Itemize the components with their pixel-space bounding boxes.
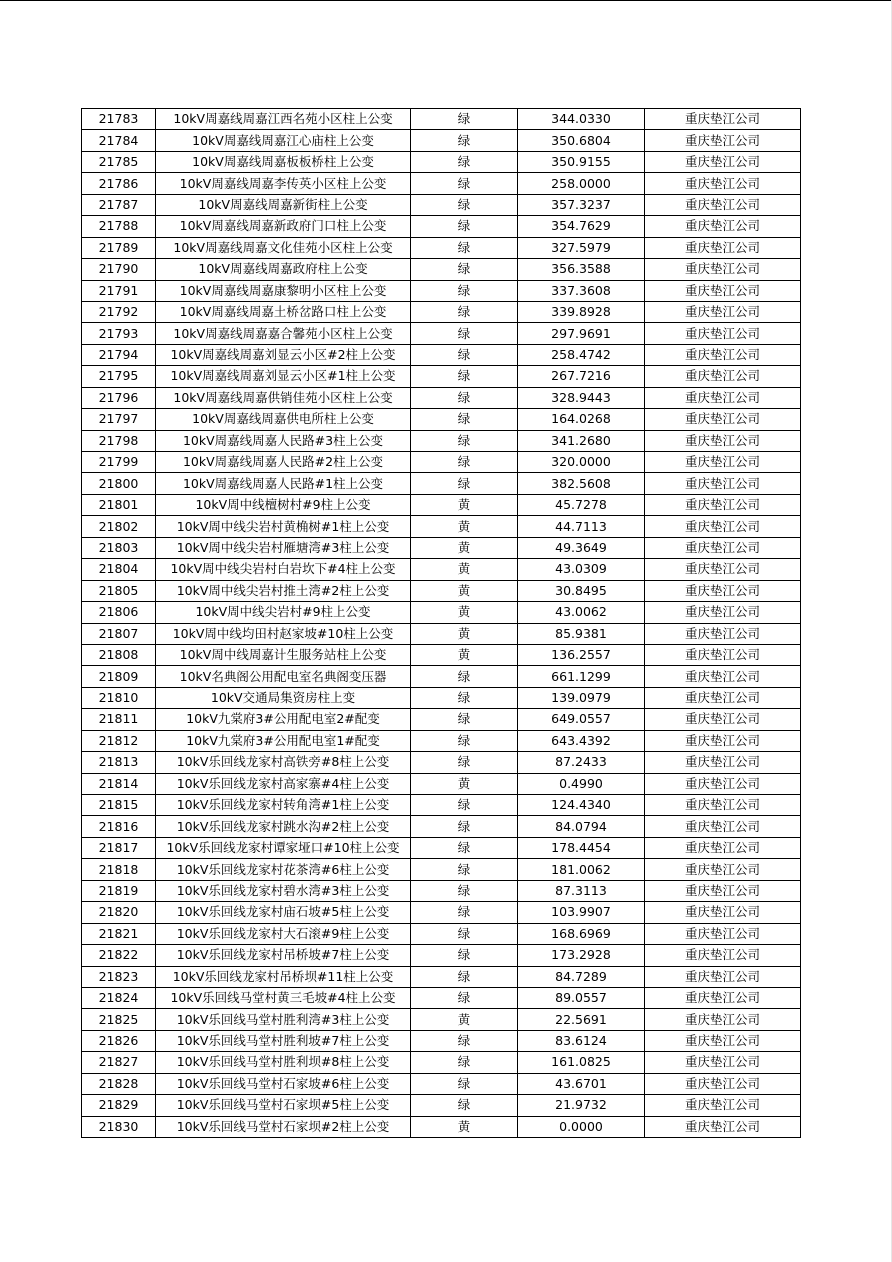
cell-color: 绿 [411,752,518,773]
table-row [82,795,801,816]
table-row [82,837,801,858]
cell-id: 21801 [82,494,156,515]
cell-name: 10kV乐回线龙家村花茶湾#6柱上公变 [156,859,411,880]
cell-name: 10kV周嘉线周嘉人民路#3柱上公变 [156,430,411,451]
cell-name: 10kV乐回线龙家村谭家垭口#10柱上公变 [156,837,411,858]
table-row [82,109,801,130]
cell-company: 重庆垫江公司 [645,1095,801,1116]
cell-company: 重庆垫江公司 [645,194,801,215]
cell-value: 328.9443 [518,387,645,408]
cell-company: 重庆垫江公司 [645,709,801,730]
table-row [82,902,801,923]
cell-company: 重庆垫江公司 [645,537,801,558]
table-row [82,752,801,773]
cell-id: 21826 [82,1030,156,1051]
cell-value: 258.4742 [518,344,645,365]
cell-value: 89.0557 [518,987,645,1008]
cell-color: 绿 [411,366,518,387]
cell-id: 21807 [82,623,156,644]
cell-company: 重庆垫江公司 [645,687,801,708]
cell-name: 10kV乐回线龙家村转角湾#1柱上公变 [156,795,411,816]
cell-id: 21792 [82,301,156,322]
cell-id: 21808 [82,644,156,665]
cell-value: 350.9155 [518,151,645,172]
table-row [82,537,801,558]
cell-name: 10kV周嘉线周嘉新政府门口柱上公变 [156,216,411,237]
cell-id: 21818 [82,859,156,880]
cell-name: 10kV乐回线马堂村石家坡#6柱上公变 [156,1073,411,1094]
cell-company: 重庆垫江公司 [645,795,801,816]
cell-name: 10kV周嘉线周嘉嘉合馨苑小区柱上公变 [156,323,411,344]
cell-name: 10kV周中线均田村赵家坡#10柱上公变 [156,623,411,644]
cell-name: 10kV乐回线马堂村黄三毛坡#4柱上公变 [156,987,411,1008]
cell-company: 重庆垫江公司 [645,773,801,794]
table-row [82,516,801,537]
cell-value: 649.0557 [518,709,645,730]
cell-company: 重庆垫江公司 [645,409,801,430]
cell-id: 21795 [82,366,156,387]
cell-name: 10kV乐回线马堂村胜利湾#3柱上公变 [156,1009,411,1030]
cell-name: 10kV周嘉线周嘉康黎明小区柱上公变 [156,280,411,301]
table-row [82,880,801,901]
table-row [82,494,801,515]
table-row [82,194,801,215]
cell-value: 49.3649 [518,537,645,558]
cell-company: 重庆垫江公司 [645,730,801,751]
cell-value: 139.0979 [518,687,645,708]
cell-color: 黄 [411,623,518,644]
table-row [82,387,801,408]
table-row [82,473,801,494]
cell-company: 重庆垫江公司 [645,644,801,665]
cell-color: 绿 [411,194,518,215]
cell-id: 21821 [82,923,156,944]
cell-color: 绿 [411,280,518,301]
cell-name: 10kV乐回线马堂村石家坝#2柱上公变 [156,1116,411,1137]
cell-value: 339.8928 [518,301,645,322]
cell-company: 重庆垫江公司 [645,216,801,237]
table-body [82,109,801,1138]
cell-id: 21785 [82,151,156,172]
cell-value: 22.5691 [518,1009,645,1030]
cell-id: 21793 [82,323,156,344]
cell-id: 21817 [82,837,156,858]
cell-company: 重庆垫江公司 [645,344,801,365]
cell-color: 绿 [411,173,518,194]
cell-id: 21824 [82,987,156,1008]
cell-value: 0.0000 [518,1116,645,1137]
cell-value: 83.6124 [518,1030,645,1051]
cell-company: 重庆垫江公司 [645,516,801,537]
cell-company: 重庆垫江公司 [645,902,801,923]
table-row [82,301,801,322]
cell-color: 绿 [411,966,518,987]
table-row [82,1116,801,1137]
cell-company: 重庆垫江公司 [645,1052,801,1073]
cell-value: 161.0825 [518,1052,645,1073]
table-row [82,580,801,601]
cell-value: 124.4340 [518,795,645,816]
cell-color: 绿 [411,430,518,451]
cell-color: 黄 [411,580,518,601]
top-rule [0,0,892,1]
cell-value: 30.8495 [518,580,645,601]
cell-value: 84.7289 [518,966,645,987]
cell-name: 10kV乐回线龙家村高家寨#4柱上公变 [156,773,411,794]
table-row [82,344,801,365]
cell-color: 黄 [411,773,518,794]
table-row [82,409,801,430]
cell-color: 绿 [411,301,518,322]
cell-color: 黄 [411,602,518,623]
cell-name: 10kV乐回线马堂村胜利坝#8柱上公变 [156,1052,411,1073]
cell-color: 绿 [411,130,518,151]
cell-name: 10kV周中线尖岩村白岩坎下#4柱上公变 [156,559,411,580]
cell-company: 重庆垫江公司 [645,173,801,194]
cell-name: 10kV周嘉线周嘉土桥岔路口柱上公变 [156,301,411,322]
cell-company: 重庆垫江公司 [645,837,801,858]
cell-name: 10kV周中线檀树村#9柱上公变 [156,494,411,515]
table-row [82,602,801,623]
cell-company: 重庆垫江公司 [645,301,801,322]
cell-value: 350.6804 [518,130,645,151]
table-row [82,945,801,966]
cell-company: 重庆垫江公司 [645,923,801,944]
cell-color: 绿 [411,387,518,408]
cell-color: 绿 [411,344,518,365]
cell-value: 327.5979 [518,237,645,258]
cell-color: 绿 [411,730,518,751]
cell-company: 重庆垫江公司 [645,430,801,451]
cell-color: 绿 [411,880,518,901]
cell-color: 黄 [411,537,518,558]
cell-id: 21783 [82,109,156,130]
table-row [82,773,801,794]
cell-name: 10kV周嘉线周嘉板板桥柱上公变 [156,151,411,172]
cell-color: 绿 [411,109,518,130]
cell-id: 21810 [82,687,156,708]
cell-value: 357.3237 [518,194,645,215]
cell-name: 10kV乐回线龙家村吊桥坝#11柱上公变 [156,966,411,987]
cell-name: 10kV周中线尖岩村推土湾#2柱上公变 [156,580,411,601]
cell-company: 重庆垫江公司 [645,945,801,966]
cell-value: 43.6701 [518,1073,645,1094]
cell-id: 21796 [82,387,156,408]
cell-color: 绿 [411,1052,518,1073]
cell-name: 10kV交通局集资房柱上变 [156,687,411,708]
cell-id: 21823 [82,966,156,987]
cell-id: 21790 [82,259,156,280]
cell-color: 黄 [411,494,518,515]
table-row [82,559,801,580]
cell-company: 重庆垫江公司 [645,752,801,773]
cell-color: 黄 [411,1009,518,1030]
table-row [82,709,801,730]
cell-company: 重庆垫江公司 [645,151,801,172]
cell-value: 354.7629 [518,216,645,237]
cell-company: 重庆垫江公司 [645,580,801,601]
cell-id: 21828 [82,1073,156,1094]
cell-id: 21811 [82,709,156,730]
cell-color: 绿 [411,323,518,344]
cell-value: 267.7216 [518,366,645,387]
cell-company: 重庆垫江公司 [645,966,801,987]
cell-color: 绿 [411,666,518,687]
table-row [82,730,801,751]
table-row [82,452,801,473]
cell-name: 10kV周嘉线周嘉人民路#1柱上公变 [156,473,411,494]
cell-company: 重庆垫江公司 [645,494,801,515]
cell-company: 重庆垫江公司 [645,109,801,130]
cell-id: 21788 [82,216,156,237]
cell-id: 21812 [82,730,156,751]
table-row [82,816,801,837]
cell-name: 10kV乐回线龙家村高铁旁#8柱上公变 [156,752,411,773]
cell-name: 10kV周中线尖岩村雁塘湾#3柱上公变 [156,537,411,558]
cell-id: 21814 [82,773,156,794]
cell-value: 164.0268 [518,409,645,430]
cell-id: 21827 [82,1052,156,1073]
cell-value: 43.0062 [518,602,645,623]
cell-value: 84.0794 [518,816,645,837]
table-row [82,623,801,644]
table-row [82,366,801,387]
cell-company: 重庆垫江公司 [645,259,801,280]
cell-name: 10kV周嘉线周嘉新街柱上公变 [156,194,411,215]
cell-company: 重庆垫江公司 [645,280,801,301]
cell-color: 绿 [411,923,518,944]
transformer-table [81,108,801,1138]
cell-name: 10kV九棠府3#公用配电室1#配变 [156,730,411,751]
cell-color: 绿 [411,1095,518,1116]
cell-company: 重庆垫江公司 [645,323,801,344]
cell-color: 绿 [411,795,518,816]
cell-value: 87.2433 [518,752,645,773]
cell-id: 21809 [82,666,156,687]
cell-value: 356.3588 [518,259,645,280]
cell-company: 重庆垫江公司 [645,237,801,258]
table-row [82,1095,801,1116]
cell-color: 绿 [411,216,518,237]
cell-company: 重庆垫江公司 [645,1073,801,1094]
table-row [82,151,801,172]
cell-name: 10kV乐回线龙家村庙石坡#5柱上公变 [156,902,411,923]
cell-id: 21800 [82,473,156,494]
table-row [82,280,801,301]
cell-id: 21791 [82,280,156,301]
cell-color: 绿 [411,816,518,837]
cell-id: 21825 [82,1009,156,1030]
table-row [82,966,801,987]
cell-company: 重庆垫江公司 [645,666,801,687]
table-row [82,173,801,194]
cell-name: 10kV周嘉线周嘉李传英小区柱上公变 [156,173,411,194]
cell-id: 21798 [82,430,156,451]
cell-color: 绿 [411,1030,518,1051]
cell-id: 21803 [82,537,156,558]
cell-id: 21816 [82,816,156,837]
cell-color: 黄 [411,1116,518,1137]
cell-color: 绿 [411,1073,518,1094]
table-row [82,237,801,258]
cell-color: 绿 [411,945,518,966]
table-row [82,130,801,151]
cell-id: 21802 [82,516,156,537]
cell-value: 173.2928 [518,945,645,966]
cell-id: 21822 [82,945,156,966]
cell-color: 绿 [411,151,518,172]
table-row [82,1073,801,1094]
cell-value: 0.4990 [518,773,645,794]
cell-id: 21786 [82,173,156,194]
cell-company: 重庆垫江公司 [645,452,801,473]
cell-company: 重庆垫江公司 [645,1030,801,1051]
table-row [82,323,801,344]
table-row [82,1009,801,1030]
cell-company: 重庆垫江公司 [645,880,801,901]
cell-value: 87.3113 [518,880,645,901]
cell-value: 341.2680 [518,430,645,451]
cell-color: 绿 [411,859,518,880]
cell-id: 21805 [82,580,156,601]
cell-id: 21787 [82,194,156,215]
cell-id: 21806 [82,602,156,623]
cell-value: 344.0330 [518,109,645,130]
cell-value: 258.0000 [518,173,645,194]
cell-company: 重庆垫江公司 [645,816,801,837]
cell-value: 320.0000 [518,452,645,473]
table-row [82,923,801,944]
cell-color: 绿 [411,237,518,258]
cell-color: 黄 [411,516,518,537]
table-row [82,687,801,708]
cell-color: 绿 [411,409,518,430]
cell-company: 重庆垫江公司 [645,859,801,880]
cell-name: 10kV乐回线龙家村跳水沟#2柱上公变 [156,816,411,837]
table-row [82,430,801,451]
cell-name: 10kV乐回线马堂村石家坝#5柱上公变 [156,1095,411,1116]
cell-value: 178.4454 [518,837,645,858]
cell-color: 黄 [411,644,518,665]
cell-company: 重庆垫江公司 [645,130,801,151]
cell-company: 重庆垫江公司 [645,1009,801,1030]
cell-value: 136.2557 [518,644,645,665]
cell-name: 10kV周嘉线周嘉江西名苑小区柱上公变 [156,109,411,130]
cell-id: 21829 [82,1095,156,1116]
cell-value: 181.0062 [518,859,645,880]
cell-id: 21799 [82,452,156,473]
cell-company: 重庆垫江公司 [645,1116,801,1137]
cell-name: 10kV周嘉线周嘉刘显云小区#2柱上公变 [156,344,411,365]
cell-name: 10kV周嘉线周嘉供电所柱上公变 [156,409,411,430]
cell-value: 661.1299 [518,666,645,687]
cell-company: 重庆垫江公司 [645,602,801,623]
cell-id: 21797 [82,409,156,430]
cell-color: 绿 [411,902,518,923]
table-row [82,1052,801,1073]
cell-company: 重庆垫江公司 [645,473,801,494]
table-row [82,216,801,237]
cell-value: 168.6969 [518,923,645,944]
cell-value: 297.9691 [518,323,645,344]
cell-name: 10kV周嘉线周嘉刘显云小区#1柱上公变 [156,366,411,387]
cell-id: 21819 [82,880,156,901]
cell-id: 21794 [82,344,156,365]
cell-value: 643.4392 [518,730,645,751]
cell-company: 重庆垫江公司 [645,387,801,408]
cell-name: 10kV周中线周嘉计生服务站柱上公变 [156,644,411,665]
cell-id: 21789 [82,237,156,258]
cell-color: 黄 [411,559,518,580]
cell-value: 21.9732 [518,1095,645,1116]
cell-id: 21784 [82,130,156,151]
cell-id: 21815 [82,795,156,816]
cell-name: 10kV乐回线龙家村大石滚#9柱上公变 [156,923,411,944]
cell-name: 10kV周嘉线周嘉供销佳苑小区柱上公变 [156,387,411,408]
cell-company: 重庆垫江公司 [645,623,801,644]
table-row [82,666,801,687]
cell-color: 绿 [411,987,518,1008]
cell-name: 10kV九棠府3#公用配电室2#配变 [156,709,411,730]
table-row [82,859,801,880]
cell-id: 21820 [82,902,156,923]
cell-name: 10kV乐回线龙家村吊桥坡#7柱上公变 [156,945,411,966]
cell-color: 绿 [411,687,518,708]
cell-id: 21813 [82,752,156,773]
table-row [82,644,801,665]
cell-name: 10kV周嘉线周嘉江心庙柱上公变 [156,130,411,151]
cell-value: 85.9381 [518,623,645,644]
cell-name: 10kV乐回线龙家村碧水湾#3柱上公变 [156,880,411,901]
cell-value: 43.0309 [518,559,645,580]
cell-value: 44.7113 [518,516,645,537]
cell-company: 重庆垫江公司 [645,987,801,1008]
cell-value: 45.7278 [518,494,645,515]
cell-value: 337.3608 [518,280,645,301]
cell-name: 10kV乐回线马堂村胜利坡#7柱上公变 [156,1030,411,1051]
cell-color: 绿 [411,709,518,730]
cell-id: 21830 [82,1116,156,1137]
cell-name: 10kV周中线尖岩村黄桷树#1柱上公变 [156,516,411,537]
cell-color: 绿 [411,259,518,280]
cell-value: 382.5608 [518,473,645,494]
cell-name: 10kV周中线尖岩村#9柱上公变 [156,602,411,623]
cell-name: 10kV周嘉线周嘉文化佳苑小区柱上公变 [156,237,411,258]
cell-value: 103.9907 [518,902,645,923]
cell-name: 10kV名典阁公用配电室名典阁变压器 [156,666,411,687]
cell-name: 10kV周嘉线周嘉政府柱上公变 [156,259,411,280]
cell-company: 重庆垫江公司 [645,366,801,387]
cell-id: 21804 [82,559,156,580]
cell-color: 绿 [411,837,518,858]
cell-color: 绿 [411,452,518,473]
cell-company: 重庆垫江公司 [645,559,801,580]
cell-color: 绿 [411,473,518,494]
table-row [82,259,801,280]
table-row [82,1030,801,1051]
cell-name: 10kV周嘉线周嘉人民路#2柱上公变 [156,452,411,473]
table-row [82,987,801,1008]
